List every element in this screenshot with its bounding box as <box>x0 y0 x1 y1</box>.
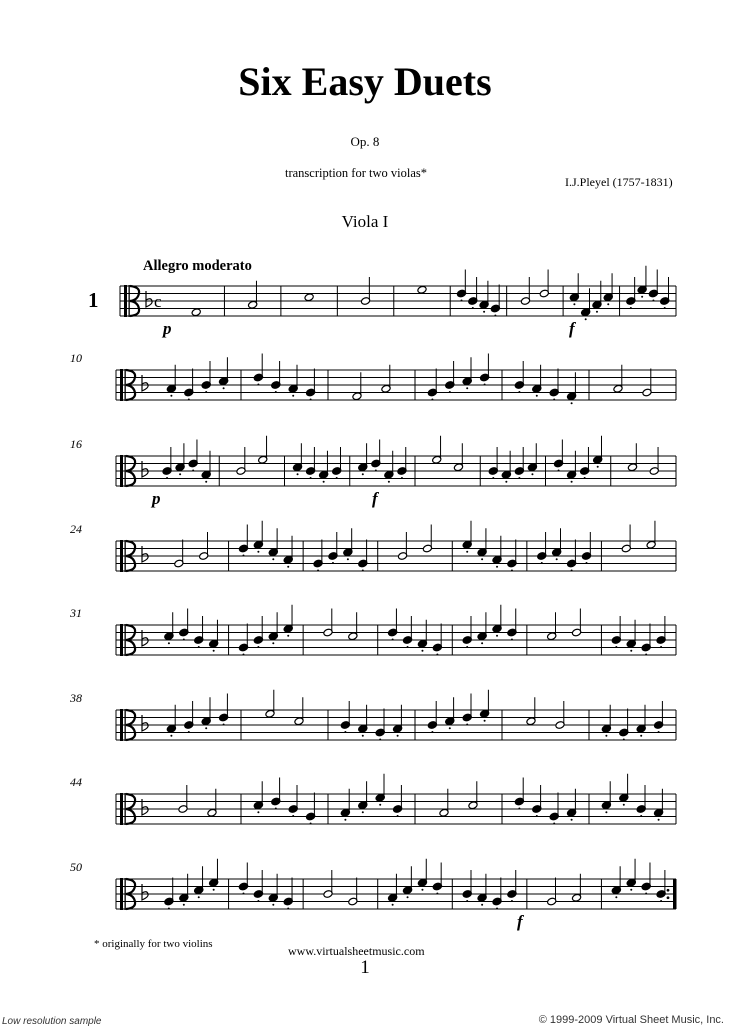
dynamic-marking: p <box>152 489 161 508</box>
staccato-dot <box>317 570 319 572</box>
staccato-dot <box>556 558 558 560</box>
staccato-dot <box>205 481 207 483</box>
alto-clef-icon <box>129 285 130 317</box>
staccato-dot <box>188 399 190 401</box>
alto-clef-icon <box>120 369 123 401</box>
staccato-dot <box>436 654 438 656</box>
staccato-dot <box>213 889 215 891</box>
staccato-dot <box>553 823 555 825</box>
staccato-dot <box>531 473 533 475</box>
website-link[interactable]: www.virtualsheetmusic.com <box>288 944 425 958</box>
staccato-dot <box>362 811 364 813</box>
staccato-dot <box>397 815 399 817</box>
alto-clef-icon <box>125 793 126 825</box>
score-title: Six Easy Duets <box>238 59 492 104</box>
alto-clef-icon <box>120 793 123 825</box>
staccato-dot <box>332 562 334 564</box>
staccato-dot <box>242 893 244 895</box>
staccato-dot <box>310 477 312 479</box>
staccato-dot <box>518 391 520 393</box>
staccato-dot <box>553 399 555 401</box>
staccato-dot <box>607 303 609 305</box>
footnote: * originally for two violins <box>94 938 213 950</box>
staccato-dot <box>640 815 642 817</box>
staccato-dot <box>392 904 394 906</box>
staccato-dot <box>168 642 170 644</box>
staccato-dot <box>623 739 625 741</box>
staccato-dot <box>192 470 194 472</box>
staccato-dot <box>379 739 381 741</box>
staccato-dot <box>615 896 617 898</box>
staccato-dot <box>166 477 168 479</box>
staccato-dot <box>275 391 277 393</box>
staccato-dot <box>640 735 642 737</box>
staccato-dot <box>449 727 451 729</box>
staccato-dot <box>496 908 498 910</box>
staccato-dot <box>436 893 438 895</box>
staccato-dot <box>257 900 259 902</box>
staccato-dot <box>242 555 244 557</box>
staccato-dot <box>375 470 377 472</box>
staccato-dot <box>585 318 587 320</box>
staccato-dot <box>518 477 520 479</box>
staccato-dot <box>287 908 289 910</box>
staccato-dot <box>388 481 390 483</box>
staccato-dot <box>323 481 325 483</box>
staccato-dot <box>362 473 364 475</box>
staccato-dot <box>188 731 190 733</box>
staccato-dot <box>223 724 225 726</box>
note-head <box>191 308 201 317</box>
staccato-dot <box>461 300 463 302</box>
staccato-dot <box>494 315 496 317</box>
staccato-dot <box>170 395 172 397</box>
staccato-dot <box>573 303 575 305</box>
tempo-marking: Allegro moderato <box>143 258 252 274</box>
staccato-dot <box>481 904 483 906</box>
staccato-dot <box>205 727 207 729</box>
staccato-dot <box>179 473 181 475</box>
final-bar-line <box>673 879 676 909</box>
alto-clef-icon <box>124 285 127 317</box>
staccato-dot <box>571 570 573 572</box>
staccato-dot <box>658 731 660 733</box>
staccato-dot <box>511 570 513 572</box>
staccato-dot <box>272 642 274 644</box>
staccato-dot <box>541 562 543 564</box>
staccato-dot <box>630 307 632 309</box>
staccato-dot <box>449 391 451 393</box>
note-head <box>417 285 427 294</box>
copyright-notice: © 1999-2009 Virtual Sheet Music, Inc. <box>538 1014 724 1026</box>
dynamic-marking: p <box>163 319 172 338</box>
staccato-dot <box>287 566 289 568</box>
measure-number: 16 <box>70 437 82 451</box>
staccato-dot <box>652 300 654 302</box>
staccato-dot <box>571 481 573 483</box>
staccato-dot <box>362 735 364 737</box>
alto-clef-icon <box>125 624 126 656</box>
staccato-dot <box>431 399 433 401</box>
staccato-dot <box>287 635 289 637</box>
staccato-dot <box>431 731 433 733</box>
staccato-dot <box>392 639 394 641</box>
staccato-dot <box>481 558 483 560</box>
staccato-dot <box>466 724 468 726</box>
composer-credit: I.J.Pleyel (1757-1831) <box>565 175 673 189</box>
measure-number: 24 <box>70 522 82 536</box>
staccato-dot <box>344 731 346 733</box>
staccato-dot <box>584 477 586 479</box>
staccato-dot <box>641 296 643 298</box>
measure-number: 38 <box>70 691 82 705</box>
staccato-dot <box>292 815 294 817</box>
staccato-dot <box>347 558 349 560</box>
staccato-dot <box>658 819 660 821</box>
staccato-dot <box>466 551 468 553</box>
staccato-dot <box>397 735 399 737</box>
staccato-dot <box>660 900 662 902</box>
staccato-dot <box>536 815 538 817</box>
staccato-dot <box>257 551 259 553</box>
dynamic-marking: f <box>517 912 523 931</box>
measure-number: 44 <box>70 775 82 789</box>
part-name: Viola I <box>341 212 389 231</box>
dynamic-marking: f <box>569 319 575 338</box>
alto-clef-icon <box>120 540 123 572</box>
alto-clef-icon <box>125 709 126 741</box>
staccato-dot <box>496 635 498 637</box>
staccato-dot <box>466 387 468 389</box>
staccato-dot <box>466 900 468 902</box>
staccato-dot <box>183 904 185 906</box>
sample-label: Low resolution sample <box>2 1016 102 1027</box>
staccato-dot <box>630 889 632 891</box>
staccato-dot <box>518 808 520 810</box>
staccato-dot <box>379 804 381 806</box>
note-head <box>304 293 314 302</box>
measure-number: 50 <box>70 860 82 874</box>
staccato-dot <box>645 654 647 656</box>
staccato-dot <box>242 654 244 656</box>
staccato-dot <box>310 399 312 401</box>
staccato-dot <box>492 477 494 479</box>
staccato-dot <box>466 646 468 648</box>
staccato-dot <box>257 811 259 813</box>
alto-clef-icon <box>120 455 123 487</box>
staccato-dot <box>472 307 474 309</box>
staccato-dot <box>362 570 364 572</box>
staccato-dot <box>168 908 170 910</box>
staccato-dot <box>511 900 513 902</box>
alto-clef-icon <box>120 878 123 910</box>
staccato-dot <box>596 311 598 313</box>
staccato-dot <box>198 646 200 648</box>
repeat-dot <box>667 896 670 899</box>
staccato-dot <box>586 562 588 564</box>
staccato-dot <box>660 646 662 648</box>
staccato-dot <box>213 650 215 652</box>
staccato-dot <box>336 477 338 479</box>
alto-clef-icon <box>120 709 123 741</box>
staccato-dot <box>481 642 483 644</box>
staccato-dot <box>597 466 599 468</box>
alto-clef-icon <box>125 455 126 487</box>
staccato-dot <box>407 646 409 648</box>
staccato-dot <box>421 650 423 652</box>
staccato-dot <box>272 558 274 560</box>
movement-number: 1 <box>88 288 99 312</box>
staccato-dot <box>272 904 274 906</box>
staccato-dot <box>558 470 560 472</box>
staccato-dot <box>292 395 294 397</box>
measure-number: 31 <box>70 606 82 620</box>
staccato-dot <box>484 384 486 386</box>
staccato-dot <box>421 889 423 891</box>
staccato-dot <box>605 735 607 737</box>
staccato-dot <box>483 311 485 313</box>
staccato-dot <box>275 808 277 810</box>
time-signature: c <box>154 292 162 311</box>
alto-clef-icon <box>125 878 126 910</box>
staccato-dot <box>605 811 607 813</box>
alto-clef-icon <box>120 624 123 656</box>
staccato-dot <box>615 646 617 648</box>
page-number: 1 <box>360 957 370 978</box>
opus-number: Op. 8 <box>350 134 380 149</box>
alto-clef-icon <box>125 540 126 572</box>
staccato-dot <box>223 387 225 389</box>
staccato-dot <box>205 391 207 393</box>
measure-number: 10 <box>70 351 82 365</box>
staccato-dot <box>630 650 632 652</box>
staccato-dot <box>505 481 507 483</box>
staccato-dot <box>571 402 573 404</box>
staccato-dot <box>623 804 625 806</box>
alto-clef-icon <box>125 369 126 401</box>
staccato-dot <box>496 566 498 568</box>
staccato-dot <box>183 639 185 641</box>
repeat-dot <box>667 889 670 892</box>
staccato-dot <box>170 735 172 737</box>
staccato-dot <box>571 819 573 821</box>
staccato-dot <box>257 646 259 648</box>
staccato-dot <box>536 395 538 397</box>
transcription-note: transcription for two violas* <box>285 166 427 180</box>
dynamic-marking: f <box>372 489 378 508</box>
staccato-dot <box>344 819 346 821</box>
staccato-dot <box>407 896 409 898</box>
staccato-dot <box>198 896 200 898</box>
staccato-dot <box>310 823 312 825</box>
staccato-dot <box>297 473 299 475</box>
staccato-dot <box>401 477 403 479</box>
staccato-dot <box>484 720 486 722</box>
staccato-dot <box>664 307 666 309</box>
staccato-dot <box>257 384 259 386</box>
staccato-dot <box>645 893 647 895</box>
staccato-dot <box>511 639 513 641</box>
